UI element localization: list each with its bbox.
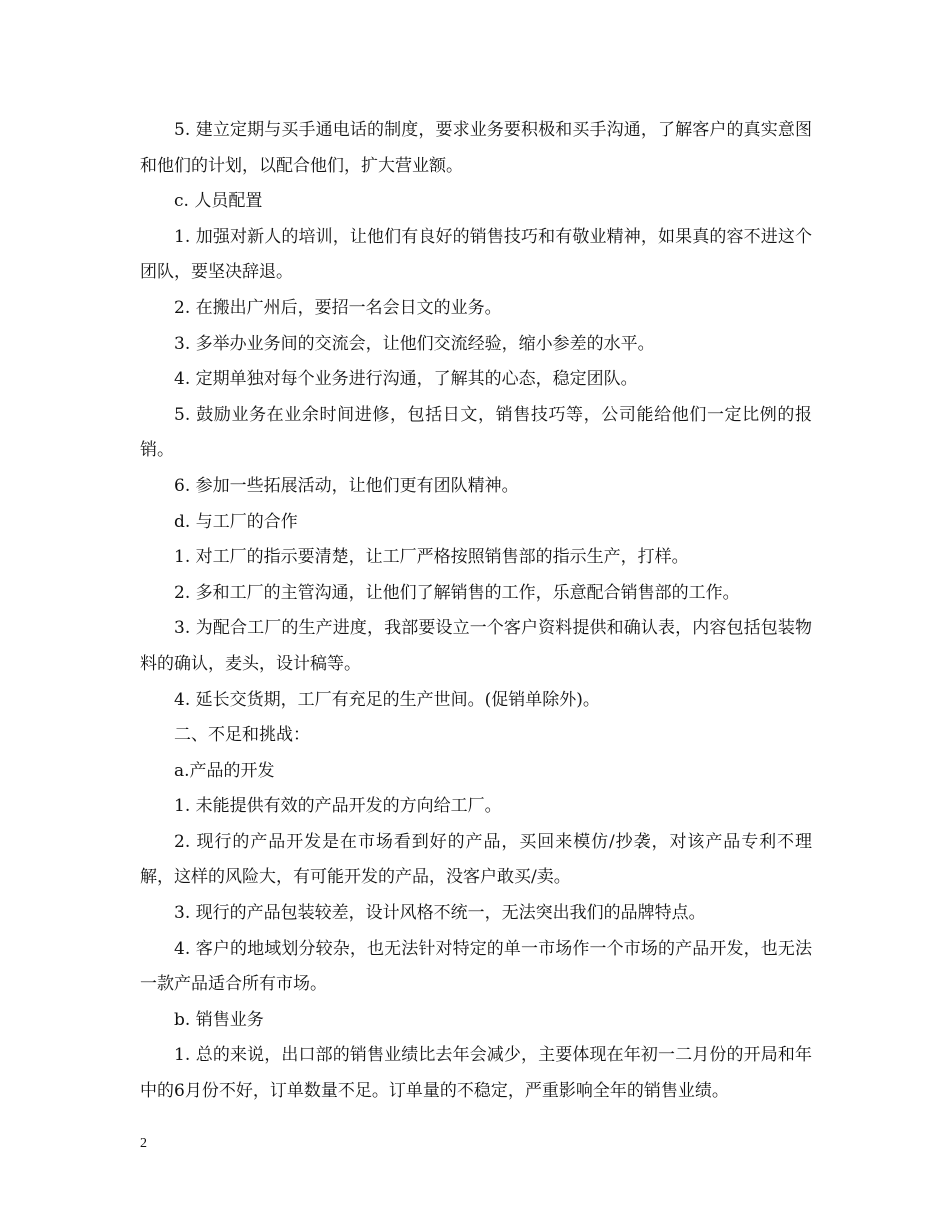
section-heading: a.产品的开发 bbox=[174, 760, 275, 781]
paragraph: 1. 加强对新人的培训，让他们有良好的销售技巧和有敬业精神，如果真的容不进这个团队，要坚决辞退。 bbox=[140, 226, 812, 283]
paragraph: 4. 客户的地域划分较杂，也无法针对特定的单一市场作一个市场的产品开发，也无法一款产品适合所有市场。 bbox=[140, 938, 812, 995]
paragraph: 1. 对工厂的指示要清楚，让工厂严格按照销售部的指示生产，打样。 bbox=[174, 547, 689, 568]
paragraph: 2. 现行的产品开发是在市场看到好的产品，买回来模仿/抄袭，对该产品专利不理解，这样的风险大，有可能开发的产品，没客户敢买/卖。 bbox=[140, 831, 812, 888]
section-heading: c. 人员配置 bbox=[174, 191, 263, 212]
paragraph: 2. 多和工厂的主管沟通，让他们了解销售的工作，乐意配合销售部的工作。 bbox=[174, 582, 740, 603]
paragraph: 3. 多举办业务间的交流会，让他们交流经验，缩小参差的水平。 bbox=[174, 333, 655, 354]
chapter-heading: 二、不足和挑战： bbox=[174, 725, 310, 746]
paragraph: 4. 定期单独对每个业务进行沟通，了解其的心态，稳定团队。 bbox=[174, 369, 638, 390]
section-heading: d. 与工厂的合作 bbox=[174, 511, 298, 532]
paragraph: 5. 建立定期与买手通电话的制度，要求业务要积极和买手沟通，了解客户的真实意图和他们的计划，以配合他们，扩大营业额。 bbox=[140, 120, 812, 176]
paragraph: 3. 为配合工厂的生产进度，我部要设立一个客户资料提供和确认表，内容包括包装物料的确认，麦头，设计稿等。 bbox=[140, 618, 812, 674]
paragraph: 5. 鼓励业务在业余时间进修，包括日文，销售技巧等，公司能给他们一定比例的报销。 bbox=[140, 404, 812, 461]
paragraph: 1. 总的来说，出口部的销售业绩比去年会减少，主要体现在年初一二月份的开局和年中的6月份不好，订单数量不足。订单量的不稳定，严重影响全年的销售业绩。 bbox=[140, 1045, 812, 1102]
paragraph: 6. 参加一些拓展活动，让他们更有团队精神。 bbox=[174, 475, 519, 496]
paragraph: 1. 未能提供有效的产品开发的方向给工厂。 bbox=[174, 796, 502, 817]
paragraph: 3. 现行的产品包装较差，设计风格不统一，无法突出我们的品牌特点。 bbox=[174, 903, 706, 924]
paragraph: 4. 延长交货期，工厂有充足的生产世间。(促销单除外)。 bbox=[174, 689, 600, 710]
paragraph: 2. 在搬出广州后，要招一名会日文的业务。 bbox=[174, 297, 502, 318]
document-body bbox=[140, 113, 812, 1110]
page-number: 2 bbox=[140, 1136, 147, 1151]
section-heading: b. 销售业务 bbox=[174, 1009, 264, 1030]
